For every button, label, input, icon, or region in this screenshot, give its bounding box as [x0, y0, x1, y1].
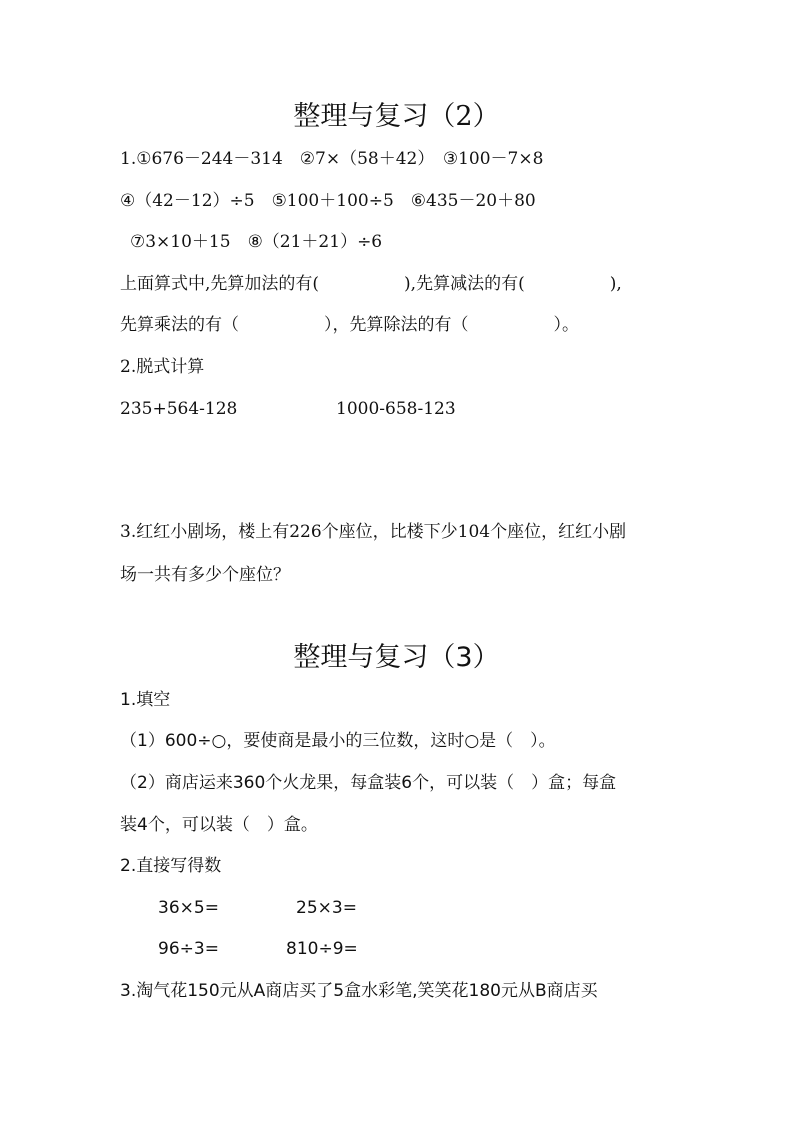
- section3-q2-expr3: 96÷3=: [158, 939, 219, 959]
- section2-q1-line3: ⑦3×10＋15 ⑧（21＋21）÷6: [130, 232, 383, 252]
- section3-q3-line1: 3.淘气花150元从A商店买了5盒水彩笔,笑笑花180元从B商店买: [120, 981, 598, 1001]
- section2-q3-line2: 场一共有多少个座位？: [120, 565, 290, 585]
- section2-q2-expr2: 1000-658-123: [336, 399, 456, 419]
- section2-q1-line4: 上面算式中,先算加法的有( ),先算减法的有( ),: [120, 274, 622, 294]
- section3-q1-item1: （1）600÷○，要使商是最小的三位数，这时○是（ ）。: [120, 731, 556, 751]
- section2-q2-heading: 2.脱式计算: [120, 357, 205, 377]
- section2-q1-line1: 1.①676－244－314 ②7×（58＋42） ③100－7×8: [120, 149, 544, 169]
- section3-title: 整理与复习（3）: [293, 642, 500, 673]
- section3-q2-expr1: 36×5=: [158, 898, 219, 918]
- section2-q1-line2: ④（42－12）÷5 ⑤100＋100÷5 ⑥435－20＋80: [120, 191, 536, 211]
- section2-q3-line1: 3.红红小剧场，楼上有226个座位，比楼下少104个座位，红红小剧: [120, 522, 627, 542]
- section3-q1-item2-line2: 装4个，可以装（ ）盒。: [120, 815, 318, 835]
- section2-title: 整理与复习（2）: [293, 101, 500, 132]
- section3-q2-expr2: 25×3=: [296, 898, 357, 918]
- section3-q2-heading: 2.直接写得数: [120, 856, 222, 876]
- section3-q1-heading: 1.填空: [120, 690, 171, 710]
- section2-q1-line5: 先算乘法的有（ ），先算除法的有（ ）。: [120, 315, 579, 335]
- section2-q2-expr1: 235+564-128: [120, 399, 238, 419]
- section3-q2-expr4: 810÷9=: [286, 939, 358, 959]
- section3-q1-item2-line1: （2）商店运来360个火龙果，每盒装6个，可以装（ ）盒；每盒: [120, 773, 617, 793]
